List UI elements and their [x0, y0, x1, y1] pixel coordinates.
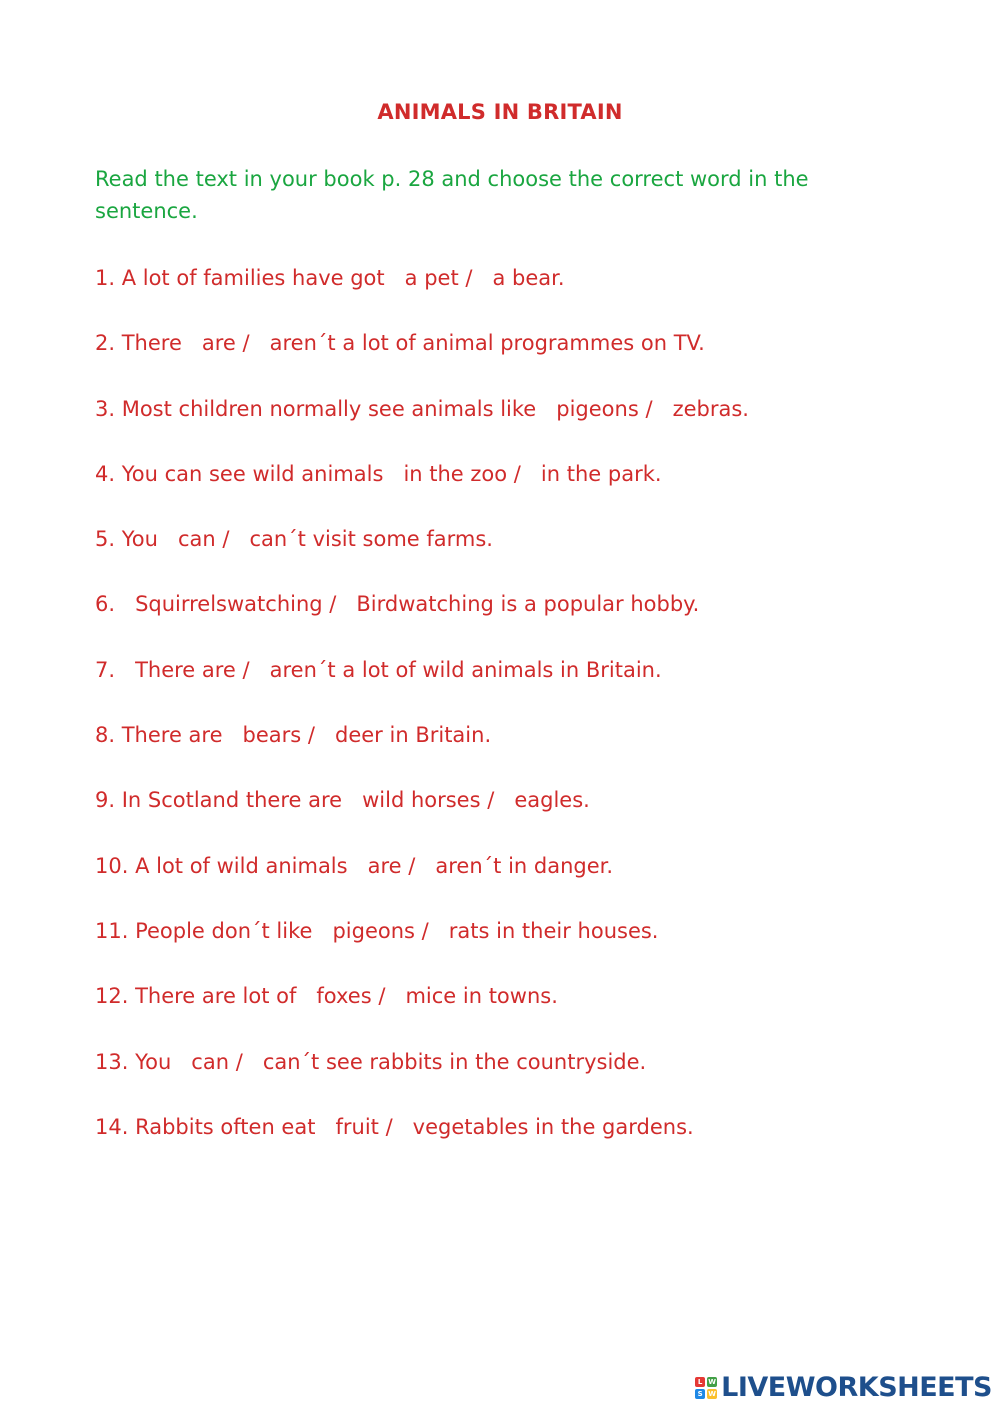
question-text: in their houses. [489, 918, 659, 943]
choice-separator: / [414, 918, 449, 943]
choice-option[interactable]: aren´t [269, 331, 336, 356]
choice-option[interactable]: in the park [540, 461, 655, 486]
choice-option[interactable]: can´t [249, 527, 306, 552]
question-item [95, 719, 955, 784]
question-item [95, 784, 955, 849]
question-text: 5. You [95, 527, 178, 552]
choice-option[interactable]: zebras [672, 396, 743, 421]
question-text: is a popular hobby. [493, 592, 700, 617]
choice-separator: / [301, 723, 336, 748]
choice-separator: / [235, 657, 270, 682]
question-text: a lot of animal programmes on TV. [335, 331, 705, 356]
choice-option[interactable]: a bear [492, 266, 558, 290]
choice-option[interactable]: aren´t [269, 657, 336, 682]
choice-option[interactable]: can´t [262, 1049, 320, 1074]
question-text: visit some farms. [305, 527, 493, 552]
question-text: 10. A lot of wild animals [95, 853, 368, 878]
question-list [95, 262, 955, 1176]
choice-option[interactable]: deer [335, 723, 383, 748]
instructions-text: Read the text in your book p. 28 and choose the correct word in the sentence. [95, 167, 809, 223]
logo-square: W [708, 1377, 717, 1386]
choice-option[interactable]: mice [405, 984, 457, 1009]
choice-option[interactable]: rats [448, 918, 490, 943]
question-item [95, 458, 955, 523]
brand-name: LIVEWORKSHEETS [721, 1372, 992, 1403]
question-text: in Britain. [382, 723, 492, 748]
choice-separator: / [401, 853, 436, 878]
question-item [95, 262, 955, 327]
question-text: 9. In Scotland there are [95, 788, 363, 813]
choice-option[interactable]: pigeons [332, 918, 415, 943]
question-text: 14. Rabbits often eat [95, 1114, 336, 1139]
question-text: 7. [95, 657, 136, 682]
question-text: . [557, 266, 565, 290]
question-text: 13. You [95, 1049, 192, 1074]
choice-separator: / [322, 592, 357, 617]
liveworksheets-logo [695, 1372, 992, 1403]
question-item [95, 1046, 955, 1111]
question-item [95, 588, 955, 653]
question-text: in towns. [456, 984, 558, 1009]
question-item [95, 1111, 955, 1176]
choice-option[interactable]: pigeons [556, 396, 639, 421]
choice-separator: / [235, 331, 270, 356]
question-text: 6. [95, 592, 136, 617]
choice-separator: / [458, 266, 493, 290]
choice-option[interactable]: vegetables [412, 1114, 529, 1139]
choice-option[interactable]: Birdwatching [356, 592, 494, 617]
question-text: 12. There are lot of [95, 984, 317, 1009]
choice-option[interactable]: eagles [514, 788, 584, 813]
choice-option[interactable]: wild horses [362, 788, 481, 813]
question-text: in the gardens. [528, 1114, 694, 1139]
question-text: a lot of wild animals in Britain. [335, 657, 662, 682]
question-item [95, 850, 955, 915]
choice-option[interactable]: can [177, 527, 216, 552]
question-item [95, 980, 955, 1045]
question-text: 2. There [95, 331, 202, 356]
choice-option[interactable]: aren´t [435, 853, 502, 878]
question-text: . [583, 788, 590, 813]
question-item [95, 393, 955, 458]
worksheet-title: ANIMALS IN BRITAIN [377, 100, 623, 124]
logo-square: W [708, 1389, 717, 1398]
choice-separator: / [229, 1049, 263, 1074]
question-item [95, 915, 955, 980]
question-text: 4. You can see wild animals [95, 461, 404, 486]
question-text: in danger. [501, 853, 614, 878]
choice-option[interactable]: fruit [335, 1114, 379, 1139]
choice-option[interactable]: can [191, 1049, 230, 1074]
question-text: 1. A lot of families have got [95, 266, 405, 290]
choice-option[interactable]: Squirrelswatching [135, 592, 323, 617]
logo-square: S [695, 1389, 705, 1399]
question-item [95, 654, 955, 719]
question-item [95, 523, 955, 588]
logo-icon [695, 1377, 717, 1399]
choice-separator: / [480, 788, 515, 813]
choice-separator: / [215, 527, 250, 552]
choice-option[interactable]: There are [135, 657, 236, 682]
question-text: see rabbits in the countryside. [319, 1049, 647, 1074]
question-text: 11. People don´t like [95, 918, 333, 943]
choice-option[interactable]: bears [242, 723, 302, 748]
question-text: 3. Most children normally see animals like [95, 396, 557, 421]
choice-separator: / [507, 461, 541, 486]
choice-separator: / [378, 1114, 413, 1139]
question-text: . [742, 396, 749, 421]
question-text: 8. There are [95, 723, 243, 748]
choice-option[interactable]: foxes [316, 984, 372, 1009]
choice-separator: / [638, 396, 673, 421]
choice-option[interactable]: in the zoo [403, 461, 508, 486]
logo-square: L [695, 1377, 705, 1387]
choice-option[interactable]: a pet [404, 266, 459, 290]
choice-separator: / [371, 984, 406, 1009]
choice-option[interactable]: are [367, 853, 402, 878]
question-text: . [654, 461, 662, 486]
question-item [95, 327, 955, 392]
choice-option[interactable]: are [201, 331, 236, 356]
